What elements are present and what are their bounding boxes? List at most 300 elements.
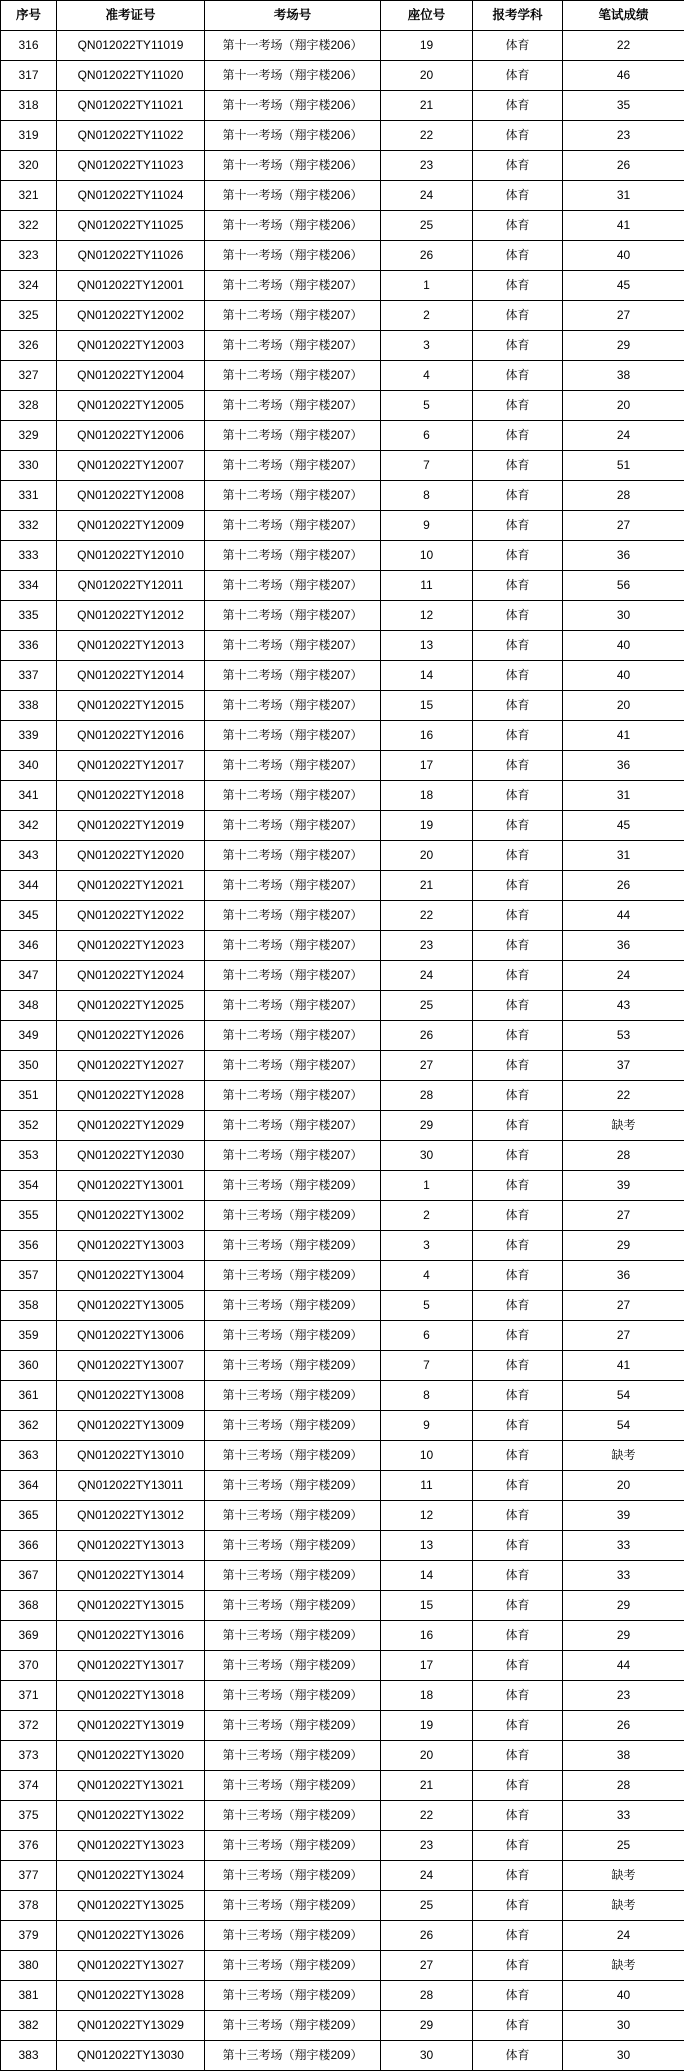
cell-score: 40 bbox=[563, 661, 684, 691]
cell-score: 33 bbox=[563, 1561, 684, 1591]
cell-ticket: QN012022TY13024 bbox=[57, 1861, 205, 1891]
cell-room: 第十三考场（翔宇楼209） bbox=[205, 1831, 381, 1861]
table-row bbox=[1, 1381, 684, 1411]
cell-ticket: QN012022TY12028 bbox=[57, 1081, 205, 1111]
cell-ticket: QN012022TY12012 bbox=[57, 601, 205, 631]
table-row bbox=[1, 1201, 684, 1231]
cell-score: 缺考 bbox=[563, 1951, 684, 1981]
cell-subject: 体育 bbox=[473, 421, 563, 451]
cell-subject: 体育 bbox=[473, 1951, 563, 1981]
cell-room: 第十三考场（翔宇楼209） bbox=[205, 1651, 381, 1681]
cell-seat: 10 bbox=[381, 541, 473, 571]
cell-room: 第十三考场（翔宇楼209） bbox=[205, 1921, 381, 1951]
cell-index: 317 bbox=[1, 61, 57, 91]
cell-index: 333 bbox=[1, 541, 57, 571]
cell-index: 380 bbox=[1, 1951, 57, 1981]
cell-seat: 18 bbox=[381, 1681, 473, 1711]
cell-score: 54 bbox=[563, 1411, 684, 1441]
cell-subject: 体育 bbox=[473, 811, 563, 841]
cell-index: 365 bbox=[1, 1501, 57, 1531]
table-row bbox=[1, 661, 684, 691]
cell-seat: 19 bbox=[381, 31, 473, 61]
cell-score: 45 bbox=[563, 811, 684, 841]
cell-seat: 11 bbox=[381, 571, 473, 601]
cell-room: 第十二考场（翔宇楼207） bbox=[205, 1141, 381, 1171]
cell-room: 第十三考场（翔宇楼209） bbox=[205, 1531, 381, 1561]
cell-seat: 12 bbox=[381, 601, 473, 631]
cell-seat: 28 bbox=[381, 1981, 473, 2011]
cell-ticket: QN012022TY11025 bbox=[57, 211, 205, 241]
cell-seat: 19 bbox=[381, 811, 473, 841]
cell-subject: 体育 bbox=[473, 361, 563, 391]
cell-ticket: QN012022TY13020 bbox=[57, 1741, 205, 1771]
cell-seat: 9 bbox=[381, 1411, 473, 1441]
cell-subject: 体育 bbox=[473, 1501, 563, 1531]
table-row bbox=[1, 1021, 684, 1051]
table-row bbox=[1, 361, 684, 391]
cell-room: 第十三考场（翔宇楼209） bbox=[205, 2011, 381, 2041]
table-row bbox=[1, 1861, 684, 1891]
cell-ticket: QN012022TY12011 bbox=[57, 571, 205, 601]
cell-subject: 体育 bbox=[473, 1111, 563, 1141]
cell-index: 342 bbox=[1, 811, 57, 841]
cell-room: 第十三考场（翔宇楼209） bbox=[205, 1291, 381, 1321]
table-row bbox=[1, 1561, 684, 1591]
cell-index: 326 bbox=[1, 331, 57, 361]
cell-index: 347 bbox=[1, 961, 57, 991]
column-header-index: 序号 bbox=[1, 1, 57, 31]
cell-subject: 体育 bbox=[473, 1351, 563, 1381]
cell-ticket: QN012022TY13017 bbox=[57, 1651, 205, 1681]
cell-score: 36 bbox=[563, 541, 684, 571]
table-row bbox=[1, 1321, 684, 1351]
cell-room: 第十二考场（翔宇楼207） bbox=[205, 361, 381, 391]
cell-seat: 17 bbox=[381, 1651, 473, 1681]
table-row bbox=[1, 1471, 684, 1501]
cell-room: 第十二考场（翔宇楼207） bbox=[205, 301, 381, 331]
table-row bbox=[1, 1261, 684, 1291]
cell-score: 36 bbox=[563, 931, 684, 961]
table-row bbox=[1, 451, 684, 481]
cell-score: 54 bbox=[563, 1381, 684, 1411]
cell-subject: 体育 bbox=[473, 901, 563, 931]
cell-seat: 20 bbox=[381, 61, 473, 91]
cell-subject: 体育 bbox=[473, 1531, 563, 1561]
cell-subject: 体育 bbox=[473, 2011, 563, 2041]
cell-seat: 2 bbox=[381, 1201, 473, 1231]
cell-seat: 23 bbox=[381, 1831, 473, 1861]
cell-score: 37 bbox=[563, 1051, 684, 1081]
cell-seat: 29 bbox=[381, 1111, 473, 1141]
table-row bbox=[1, 211, 684, 241]
cell-subject: 体育 bbox=[473, 241, 563, 271]
cell-seat: 30 bbox=[381, 1141, 473, 1171]
cell-seat: 1 bbox=[381, 271, 473, 301]
table-row bbox=[1, 1171, 684, 1201]
cell-seat: 26 bbox=[381, 1021, 473, 1051]
cell-subject: 体育 bbox=[473, 1891, 563, 1921]
cell-ticket: QN012022TY12003 bbox=[57, 331, 205, 361]
cell-ticket: QN012022TY12014 bbox=[57, 661, 205, 691]
cell-room: 第十二考场（翔宇楼207） bbox=[205, 961, 381, 991]
cell-room: 第十三考场（翔宇楼209） bbox=[205, 1471, 381, 1501]
cell-seat: 27 bbox=[381, 1051, 473, 1081]
cell-subject: 体育 bbox=[473, 1921, 563, 1951]
cell-subject: 体育 bbox=[473, 1831, 563, 1861]
cell-ticket: QN012022TY13028 bbox=[57, 1981, 205, 2011]
cell-ticket: QN012022TY12005 bbox=[57, 391, 205, 421]
cell-ticket: QN012022TY13015 bbox=[57, 1591, 205, 1621]
cell-index: 335 bbox=[1, 601, 57, 631]
cell-score: 29 bbox=[563, 1621, 684, 1651]
cell-score: 23 bbox=[563, 121, 684, 151]
column-header-subject: 报考学科 bbox=[473, 1, 563, 31]
cell-subject: 体育 bbox=[473, 301, 563, 331]
cell-index: 369 bbox=[1, 1621, 57, 1651]
cell-index: 334 bbox=[1, 571, 57, 601]
table-header-row bbox=[1, 1, 684, 31]
table-row bbox=[1, 811, 684, 841]
cell-room: 第十二考场（翔宇楼207） bbox=[205, 1051, 381, 1081]
cell-ticket: QN012022TY13027 bbox=[57, 1951, 205, 1981]
cell-index: 324 bbox=[1, 271, 57, 301]
cell-seat: 21 bbox=[381, 871, 473, 901]
table-body bbox=[1, 31, 684, 2071]
cell-score: 29 bbox=[563, 1591, 684, 1621]
cell-seat: 23 bbox=[381, 151, 473, 181]
cell-ticket: QN012022TY12019 bbox=[57, 811, 205, 841]
cell-room: 第十二考场（翔宇楼207） bbox=[205, 691, 381, 721]
cell-subject: 体育 bbox=[473, 691, 563, 721]
cell-subject: 体育 bbox=[473, 211, 563, 241]
table-row bbox=[1, 1771, 684, 1801]
table-row bbox=[1, 1651, 684, 1681]
cell-ticket: QN012022TY12001 bbox=[57, 271, 205, 301]
cell-subject: 体育 bbox=[473, 541, 563, 571]
cell-ticket: QN012022TY12015 bbox=[57, 691, 205, 721]
table-row bbox=[1, 271, 684, 301]
cell-seat: 7 bbox=[381, 451, 473, 481]
cell-subject: 体育 bbox=[473, 601, 563, 631]
cell-room: 第十三考场（翔宇楼209） bbox=[205, 1561, 381, 1591]
cell-score: 31 bbox=[563, 781, 684, 811]
table-row bbox=[1, 91, 684, 121]
table-row bbox=[1, 721, 684, 751]
cell-seat: 25 bbox=[381, 991, 473, 1021]
table-row bbox=[1, 541, 684, 571]
cell-seat: 27 bbox=[381, 1951, 473, 1981]
cell-score: 30 bbox=[563, 601, 684, 631]
cell-room: 第十二考场（翔宇楼207） bbox=[205, 751, 381, 781]
cell-subject: 体育 bbox=[473, 961, 563, 991]
cell-score: 27 bbox=[563, 301, 684, 331]
cell-index: 360 bbox=[1, 1351, 57, 1381]
cell-room: 第十二考场（翔宇楼207） bbox=[205, 271, 381, 301]
cell-index: 367 bbox=[1, 1561, 57, 1591]
cell-score: 38 bbox=[563, 1741, 684, 1771]
cell-seat: 13 bbox=[381, 1531, 473, 1561]
table-row bbox=[1, 601, 684, 631]
cell-score: 27 bbox=[563, 1201, 684, 1231]
table-row bbox=[1, 1111, 684, 1141]
cell-score: 26 bbox=[563, 1711, 684, 1741]
cell-index: 328 bbox=[1, 391, 57, 421]
cell-seat: 3 bbox=[381, 1231, 473, 1261]
table-row bbox=[1, 571, 684, 601]
cell-score: 35 bbox=[563, 91, 684, 121]
cell-index: 338 bbox=[1, 691, 57, 721]
cell-ticket: QN012022TY12009 bbox=[57, 511, 205, 541]
cell-subject: 体育 bbox=[473, 1381, 563, 1411]
table-row bbox=[1, 1411, 684, 1441]
cell-seat: 21 bbox=[381, 91, 473, 121]
cell-score: 20 bbox=[563, 391, 684, 421]
cell-index: 337 bbox=[1, 661, 57, 691]
cell-index: 362 bbox=[1, 1411, 57, 1441]
cell-subject: 体育 bbox=[473, 61, 563, 91]
cell-ticket: QN012022TY12022 bbox=[57, 901, 205, 931]
cell-score: 46 bbox=[563, 61, 684, 91]
table-row bbox=[1, 631, 684, 661]
cell-ticket: QN012022TY13026 bbox=[57, 1921, 205, 1951]
cell-score: 51 bbox=[563, 451, 684, 481]
cell-room: 第十一考场（翔宇楼206） bbox=[205, 211, 381, 241]
cell-room: 第十三考场（翔宇楼209） bbox=[205, 1741, 381, 1771]
cell-index: 356 bbox=[1, 1231, 57, 1261]
cell-index: 319 bbox=[1, 121, 57, 151]
cell-index: 372 bbox=[1, 1711, 57, 1741]
cell-seat: 5 bbox=[381, 1291, 473, 1321]
cell-room: 第十三考场（翔宇楼209） bbox=[205, 1381, 381, 1411]
cell-room: 第十一考场（翔宇楼206） bbox=[205, 241, 381, 271]
table-row bbox=[1, 1801, 684, 1831]
table-row bbox=[1, 841, 684, 871]
cell-ticket: QN012022TY13025 bbox=[57, 1891, 205, 1921]
table-row bbox=[1, 871, 684, 901]
cell-ticket: QN012022TY13009 bbox=[57, 1411, 205, 1441]
cell-subject: 体育 bbox=[473, 781, 563, 811]
cell-seat: 25 bbox=[381, 1891, 473, 1921]
cell-index: 320 bbox=[1, 151, 57, 181]
cell-index: 330 bbox=[1, 451, 57, 481]
cell-subject: 体育 bbox=[473, 931, 563, 961]
cell-seat: 25 bbox=[381, 211, 473, 241]
cell-subject: 体育 bbox=[473, 1651, 563, 1681]
cell-index: 374 bbox=[1, 1771, 57, 1801]
cell-subject: 体育 bbox=[473, 1321, 563, 1351]
cell-score: 43 bbox=[563, 991, 684, 1021]
cell-score: 24 bbox=[563, 1921, 684, 1951]
cell-score: 40 bbox=[563, 241, 684, 271]
cell-score: 缺考 bbox=[563, 1891, 684, 1921]
cell-seat: 26 bbox=[381, 241, 473, 271]
cell-room: 第十二考场（翔宇楼207） bbox=[205, 871, 381, 901]
cell-index: 344 bbox=[1, 871, 57, 901]
column-header-score: 笔试成绩 bbox=[563, 1, 684, 31]
cell-ticket: QN012022TY12027 bbox=[57, 1051, 205, 1081]
cell-ticket: QN012022TY12029 bbox=[57, 1111, 205, 1141]
cell-index: 346 bbox=[1, 931, 57, 961]
cell-score: 22 bbox=[563, 31, 684, 61]
cell-seat: 19 bbox=[381, 1711, 473, 1741]
cell-index: 322 bbox=[1, 211, 57, 241]
cell-subject: 体育 bbox=[473, 1201, 563, 1231]
cell-ticket: QN012022TY12008 bbox=[57, 481, 205, 511]
cell-room: 第十二考场（翔宇楼207） bbox=[205, 931, 381, 961]
cell-seat: 20 bbox=[381, 1741, 473, 1771]
table-row bbox=[1, 1501, 684, 1531]
cell-seat: 6 bbox=[381, 421, 473, 451]
table-header bbox=[1, 1, 684, 31]
cell-room: 第十二考场（翔宇楼207） bbox=[205, 901, 381, 931]
cell-score: 26 bbox=[563, 151, 684, 181]
cell-subject: 体育 bbox=[473, 481, 563, 511]
cell-score: 27 bbox=[563, 511, 684, 541]
cell-index: 349 bbox=[1, 1021, 57, 1051]
cell-room: 第十三考场（翔宇楼209） bbox=[205, 1621, 381, 1651]
cell-subject: 体育 bbox=[473, 1441, 563, 1471]
table-row bbox=[1, 1591, 684, 1621]
cell-index: 366 bbox=[1, 1531, 57, 1561]
cell-seat: 4 bbox=[381, 1261, 473, 1291]
cell-score: 33 bbox=[563, 1531, 684, 1561]
cell-seat: 10 bbox=[381, 1441, 473, 1471]
cell-room: 第十二考场（翔宇楼207） bbox=[205, 811, 381, 841]
cell-room: 第十一考场（翔宇楼206） bbox=[205, 151, 381, 181]
cell-ticket: QN012022TY12018 bbox=[57, 781, 205, 811]
cell-subject: 体育 bbox=[473, 271, 563, 301]
table-row bbox=[1, 31, 684, 61]
cell-seat: 6 bbox=[381, 1321, 473, 1351]
cell-seat: 13 bbox=[381, 631, 473, 661]
table-row bbox=[1, 1531, 684, 1561]
cell-room: 第十一考场（翔宇楼206） bbox=[205, 31, 381, 61]
cell-room: 第十二考场（翔宇楼207） bbox=[205, 571, 381, 601]
cell-ticket: QN012022TY13005 bbox=[57, 1291, 205, 1321]
cell-ticket: QN012022TY11024 bbox=[57, 181, 205, 211]
cell-index: 340 bbox=[1, 751, 57, 781]
cell-ticket: QN012022TY13004 bbox=[57, 1261, 205, 1291]
cell-seat: 16 bbox=[381, 721, 473, 751]
cell-index: 329 bbox=[1, 421, 57, 451]
cell-subject: 体育 bbox=[473, 1771, 563, 1801]
cell-index: 353 bbox=[1, 1141, 57, 1171]
table-row bbox=[1, 1231, 684, 1261]
table-row bbox=[1, 1441, 684, 1471]
cell-room: 第十二考场（翔宇楼207） bbox=[205, 331, 381, 361]
cell-seat: 17 bbox=[381, 751, 473, 781]
cell-score: 24 bbox=[563, 421, 684, 451]
table-row bbox=[1, 1621, 684, 1651]
table-row bbox=[1, 1291, 684, 1321]
cell-score: 39 bbox=[563, 1171, 684, 1201]
cell-room: 第十三考场（翔宇楼209） bbox=[205, 1771, 381, 1801]
cell-score: 36 bbox=[563, 1261, 684, 1291]
cell-score: 41 bbox=[563, 721, 684, 751]
table-row bbox=[1, 151, 684, 181]
column-header-room: 考场号 bbox=[205, 1, 381, 31]
cell-room: 第十二考场（翔宇楼207） bbox=[205, 391, 381, 421]
cell-score: 53 bbox=[563, 1021, 684, 1051]
cell-index: 331 bbox=[1, 481, 57, 511]
cell-index: 354 bbox=[1, 1171, 57, 1201]
cell-subject: 体育 bbox=[473, 1861, 563, 1891]
table-row bbox=[1, 421, 684, 451]
cell-index: 352 bbox=[1, 1111, 57, 1141]
cell-score: 28 bbox=[563, 1141, 684, 1171]
cell-seat: 14 bbox=[381, 1561, 473, 1591]
cell-subject: 体育 bbox=[473, 841, 563, 871]
cell-seat: 8 bbox=[381, 1381, 473, 1411]
cell-ticket: QN012022TY13003 bbox=[57, 1231, 205, 1261]
cell-room: 第十二考场（翔宇楼207） bbox=[205, 481, 381, 511]
cell-subject: 体育 bbox=[473, 1681, 563, 1711]
cell-room: 第十二考场（翔宇楼207） bbox=[205, 541, 381, 571]
cell-subject: 体育 bbox=[473, 181, 563, 211]
cell-ticket: QN012022TY13010 bbox=[57, 1441, 205, 1471]
cell-subject: 体育 bbox=[473, 631, 563, 661]
table-row bbox=[1, 1711, 684, 1741]
cell-room: 第十三考场（翔宇楼209） bbox=[205, 1171, 381, 1201]
cell-room: 第十三考场（翔宇楼209） bbox=[205, 1501, 381, 1531]
table-row bbox=[1, 181, 684, 211]
cell-room: 第十三考场（翔宇楼209） bbox=[205, 1201, 381, 1231]
cell-score: 27 bbox=[563, 1321, 684, 1351]
cell-seat: 9 bbox=[381, 511, 473, 541]
cell-seat: 22 bbox=[381, 1801, 473, 1831]
cell-seat: 23 bbox=[381, 931, 473, 961]
cell-score: 29 bbox=[563, 331, 684, 361]
cell-room: 第十一考场（翔宇楼206） bbox=[205, 61, 381, 91]
table-row bbox=[1, 1141, 684, 1171]
cell-subject: 体育 bbox=[473, 1741, 563, 1771]
cell-score: 缺考 bbox=[563, 1111, 684, 1141]
cell-score: 31 bbox=[563, 841, 684, 871]
table-row bbox=[1, 241, 684, 271]
cell-index: 323 bbox=[1, 241, 57, 271]
cell-score: 41 bbox=[563, 1351, 684, 1381]
cell-ticket: QN012022TY12010 bbox=[57, 541, 205, 571]
cell-score: 41 bbox=[563, 211, 684, 241]
cell-seat: 24 bbox=[381, 181, 473, 211]
cell-subject: 体育 bbox=[473, 1261, 563, 1291]
table-row bbox=[1, 691, 684, 721]
cell-score: 25 bbox=[563, 1831, 684, 1861]
cell-subject: 体育 bbox=[473, 1411, 563, 1441]
cell-ticket: QN012022TY12016 bbox=[57, 721, 205, 751]
cell-room: 第十三考场（翔宇楼209） bbox=[205, 1891, 381, 1921]
cell-index: 382 bbox=[1, 2011, 57, 2041]
table-row bbox=[1, 1681, 684, 1711]
cell-index: 350 bbox=[1, 1051, 57, 1081]
cell-subject: 体育 bbox=[473, 511, 563, 541]
cell-room: 第十二考场（翔宇楼207） bbox=[205, 1021, 381, 1051]
cell-room: 第十一考场（翔宇楼206） bbox=[205, 181, 381, 211]
cell-seat: 3 bbox=[381, 331, 473, 361]
cell-ticket: QN012022TY13021 bbox=[57, 1771, 205, 1801]
cell-seat: 12 bbox=[381, 1501, 473, 1531]
cell-subject: 体育 bbox=[473, 1231, 563, 1261]
cell-index: 318 bbox=[1, 91, 57, 121]
cell-score: 30 bbox=[563, 2041, 684, 2071]
cell-ticket: QN012022TY11026 bbox=[57, 241, 205, 271]
cell-index: 375 bbox=[1, 1801, 57, 1831]
cell-subject: 体育 bbox=[473, 1591, 563, 1621]
cell-index: 345 bbox=[1, 901, 57, 931]
cell-ticket: QN012022TY12013 bbox=[57, 631, 205, 661]
table-row bbox=[1, 331, 684, 361]
cell-ticket: QN012022TY13023 bbox=[57, 1831, 205, 1861]
